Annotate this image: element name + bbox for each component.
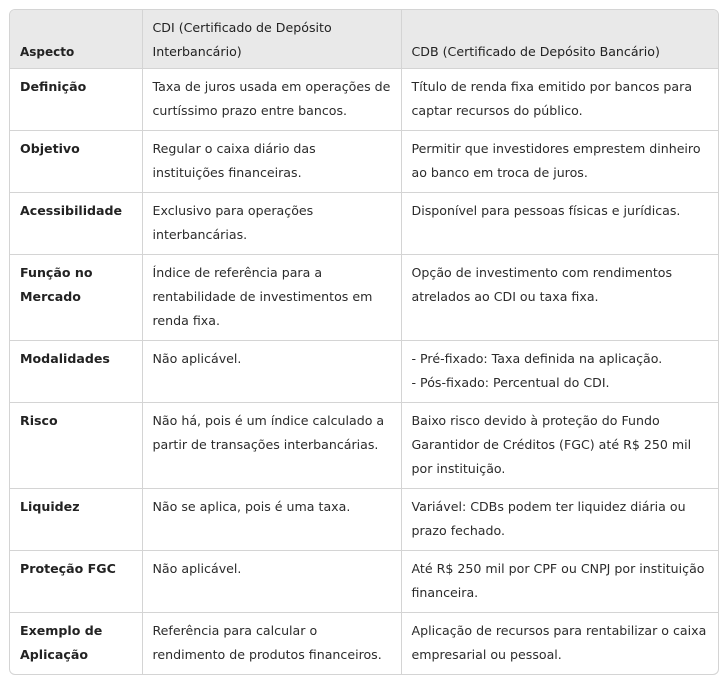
cdb-cell: Permitir que investidores emprestem dinheiro ao banco em troca de juros. [401,131,718,193]
aspect-cell: Modalidades [10,341,142,403]
aspect-cell: Proteção FGC [10,551,142,613]
cdi-cell: Não há, pois é um índice calculado a partir de transações interbancárias. [142,403,401,489]
cdi-cell: Regular o caixa diário das instituições financeiras. [142,131,401,193]
aspect-cell: Exemplo de Aplicação [10,613,142,675]
table-row [10,403,718,489]
cdb-cell: Até R$ 250 mil por CPF ou CNPJ por instituição financeira. [401,551,718,613]
header-aspecto: Aspecto [10,10,142,69]
aspect-cell: Função no Mercado [10,255,142,341]
cdb-line: - Pós-fixado: Percentual do CDI. [411,375,610,390]
cdb-cell: Disponível para pessoas físicas e jurídicas. [401,193,718,255]
aspect-cell: Definição [10,69,142,131]
table-row [10,255,718,341]
cdi-cell: Referência para calcular o rendimento de produtos financeiros. [142,613,401,675]
header-cdi: CDI (Certificado de Depósito Interbancário) [142,10,401,69]
cdb-cell: Opção de investimento com rendimentos atrelados ao CDI ou taxa fixa. [401,255,718,341]
cdi-cell: Não aplicável. [142,341,401,403]
table-row [10,613,718,675]
aspect-cell: Risco [10,403,142,489]
cdi-cell: Não aplicável. [142,551,401,613]
cdb-cell: Aplicação de recursos para rentabilizar o caixa empresarial ou pessoal. [401,613,718,675]
table-row [10,489,718,551]
aspect-cell: Acessibilidade [10,193,142,255]
cdb-cell: Título de renda fixa emitido por bancos para captar recursos do público. [401,69,718,131]
cdb-cell [401,341,718,403]
header-cdb: CDB (Certificado de Depósito Bancário) [401,10,718,69]
cdb-cell: Variável: CDBs podem ter liquidez diária ou prazo fechado. [401,489,718,551]
table-header-row [10,10,718,69]
cdb-cell: Baixo risco devido à proteção do Fundo Garantidor de Créditos (FGC) até R$ 250 mil por instituição. [401,403,718,489]
table-row [10,551,718,613]
cdi-cell: Exclusivo para operações interbancárias. [142,193,401,255]
aspect-cell: Objetivo [10,131,142,193]
table-row [10,193,718,255]
comparison-table-container [9,9,719,675]
table-row [10,69,718,131]
cdi-cell: Taxa de juros usada em operações de curtíssimo prazo entre bancos. [142,69,401,131]
cdi-cell: Índice de referência para a rentabilidade de investimentos em renda fixa. [142,255,401,341]
comparison-table [10,10,718,674]
cdb-line: - Pré-fixado: Taxa definida na aplicação. [411,351,663,366]
table-row [10,341,718,403]
table-row [10,131,718,193]
aspect-cell: Liquidez [10,489,142,551]
cdi-cell: Não se aplica, pois é uma taxa. [142,489,401,551]
